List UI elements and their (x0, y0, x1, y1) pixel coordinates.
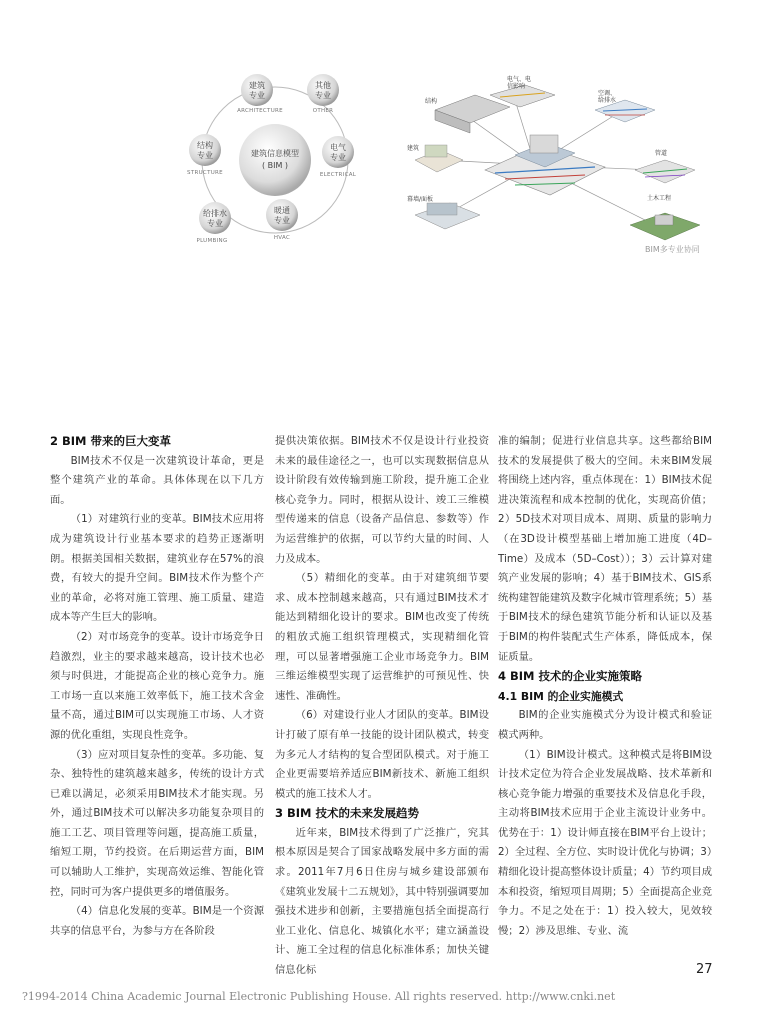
pipes-model (635, 160, 695, 183)
collage-label-6: 管道 (655, 150, 668, 157)
paragraph: （4）信息化发展的变革。BIM是一个资源共享的信息平台，为参与方在各阶段 (50, 905, 264, 937)
bim-collaboration-collage (365, 75, 710, 255)
node-electrical-en: ELECTRICAL (319, 172, 357, 178)
paragraph: BIM的企业实施模式分为设计模式和验证模式两种。 (498, 709, 712, 741)
paragraph: （1）BIM设计模式。这种模式是将BIM设计技术定位为符合企业发展战略、技术革新和核心竞争能力增强的重要技术及信息化手段，主动将BIM技术应用于企业主流设计业务中。优势在于：1）设计师直接在BIM平台上设计；2）全过程、全方位、实时设计优化与协调；3）精细化设计提高整体设计质量；4）节约项目成本和投资，缩短项目周期；5）全面提高企业竞争力。不足之处在于：1）投入较大，见效较慢；2）涉及思维、专业、流 (498, 748, 712, 937)
node-electrical-label-2: 专业 (330, 153, 346, 162)
civil-model (630, 213, 700, 240)
architecture-model (415, 145, 463, 172)
structure-model (435, 95, 510, 133)
collage-label-4: 给排水 (598, 97, 617, 104)
figure-caption: BIM多专业协同 (645, 245, 700, 254)
paragraph: 近年来，BIM技术得到了广泛推广，究其根本原因是契合了国家战略发展中多方面的需求。2011年7月6日住房与城乡建设部颁布《建筑业发展十二五规划》，其中特别强调要加强技术进步和创新，主要措施包括全面提高行业工业化、信息化、城镇化水平；建立涵盖设计、施工全过程的信息化标准体系；加快关键信息化标 (275, 826, 489, 977)
node-other-en: OTHER (312, 108, 334, 114)
node-structure-label-2: 专业 (197, 151, 213, 160)
node-hvac (266, 199, 298, 231)
node-other-label-1: 其他 (315, 81, 331, 90)
node-architecture-en: ARCHITECTURE (237, 108, 283, 114)
collage-label-2: 结构 (425, 98, 438, 105)
node-architecture-label-1: 建筑 (249, 81, 265, 90)
collage-label-7: 幕墙/面板 (407, 196, 434, 203)
collage-label-1: 信影响 (507, 83, 526, 90)
node-plumbing-en: PLUMBING (196, 238, 228, 244)
collage-label-3: 空调、 (598, 90, 617, 97)
node-architecture (241, 74, 273, 106)
node-electrical-label-1: 电气 (330, 143, 346, 152)
paragraph: （1）对建筑行业的变革。BIM技术应用将成为建筑设计行业基本要求的趋势正逐渐明朗。根据美国相关数据，建筑业存在57%的浪费，有较大的提升空间。BIM技术作为整个产业的革命，必将对施工管理、施工质量、建造成本等产生巨大的影响。 (50, 513, 264, 624)
node-electrical (322, 136, 354, 168)
section-3-heading: 3 BIM 技术的未来发展趋势 (275, 806, 419, 821)
node-other (307, 74, 339, 106)
central-building-model (485, 135, 605, 195)
paragraph: （6）对建设行业人才团队的变革。BIM设计打破了原有单一技能的设计团队模式，转变为多元人才结构的复合型团队模式。对于施工企业更需要培养适应BIM新技术、新施工组织模式的施工技术人才。 (275, 709, 489, 800)
collage-label-8: 土木工程 (647, 195, 672, 202)
paragraph: （3）应对项目复杂性的变革。多功能、复杂、独特性的建筑越来越多，传统的设计方式已难以满足，必须采用BIM技术才能实现。另外，通过BIM技术可以解决多功能复杂项目的施工工艺、项目管理等问题，提高施工质量，缩短工期，节约投资。在后期运营方面，BIM可以辅助人工维护，实现高效运维、智能化管控，同时可为客户提供更多的增值服务。 (50, 748, 264, 898)
paragraph: （2）对市场竞争的变革。设计市场竞争日趋激烈，业主的要求越来越高，设计技术也必须与时俱进，才能提高企业的核心竞争力。施工市场一直以来施工效率低下，施工技术含金量不高，通过BIM可以实现施工市场、人才资源的优化重组，实现良性竞争。 (50, 630, 264, 741)
collage-label-5: 建筑 (407, 145, 420, 152)
node-architecture-label-2: 专业 (249, 91, 265, 100)
copyright-footer: ?1994-2014 China Academic Journal Electronic Publishing House. All rights reserved. http://www.cnki.net (22, 990, 616, 1003)
node-plumbing-label-2: 专业 (207, 219, 223, 228)
column-3 (498, 432, 712, 941)
node-other-label-2: 专业 (315, 91, 331, 100)
paragraph: BIM技术不仅是一次建筑设计革命，更是整个建筑产业的革命。具体体现在以下几方面。 (50, 454, 264, 506)
node-hvac-label-2: 专业 (274, 216, 290, 225)
center-label-line1: 建筑信息模型 (251, 149, 299, 158)
paragraph: 准的编制；促进行业信息共享。这些都给BIM技术的发展提供了极大的空间。未来BIM发展将围绕上述内容，重点体现在：1）BIM技术促进决策流程和成本控制的优化，实现高价值；2）5D技术对项目成本、周期、质量的影响力（在3D设计模型基础上增加施工进度（4D–Time）及成本（5D–Cost））；3）云计算对建筑产业发展的影响；4）基于BIM技术、GIS系统构建智能建筑及数字化城市管理系统；5）基于BIM技术的绿色建筑节能分析和认证以及基于BIM的构件装配式生产体系，降低成本，保证质量。 (498, 435, 712, 663)
column-1 (50, 432, 264, 941)
bim-discipline-diagram (150, 60, 400, 260)
node-structure-label-1: 结构 (197, 141, 213, 150)
curtain-wall-model (415, 203, 480, 229)
paragraph: 提供决策依据。BIM技术不仅是设计行业投资未来的最佳途径之一，也可以实现数据信息从设计阶段有效传输到施工阶段，提升施工企业核心竞争力。同时，根据从设计、竣工三维模型传递来的信息（设备产品信息、参数等）作为运营维护的依据，可以节约大量的时间、人力及成本。 (275, 435, 489, 565)
node-hvac-en: HVAC (273, 235, 291, 241)
section-4-1-heading: 4.1 BIM 的企业实施模式 (498, 689, 624, 703)
collage-label-0: 电气、电 (507, 76, 532, 83)
center-sphere (239, 124, 311, 196)
page-number: 27 (696, 962, 713, 977)
center-label-line2: ( BIM ) (261, 161, 289, 170)
node-plumbing-label-1: 给排水 (203, 209, 227, 218)
section-4-heading: 4 BIM 技术的企业实施策略 (498, 669, 642, 684)
node-plumbing (199, 202, 231, 234)
paragraph: （5）精细化的变革。由于对建筑细节要求、成本控制越来越高，只有通过BIM技术才能达到精细化设计的要求。BIM也改变了传统的粗放式施工组织管理模式，实现精细化管理，可以显著增强施工企业市场竞争力。BIM三维运维模型实现了运营维护的可预见性、快速性、准确性。 (275, 572, 489, 702)
node-hvac-label-1: 暖通 (274, 206, 290, 215)
column-2 (275, 432, 489, 981)
section-2-heading: 2 BIM 带来的巨大变革 (50, 434, 171, 448)
node-structure-en: STRUCTURE (187, 170, 223, 176)
node-structure (189, 134, 221, 166)
